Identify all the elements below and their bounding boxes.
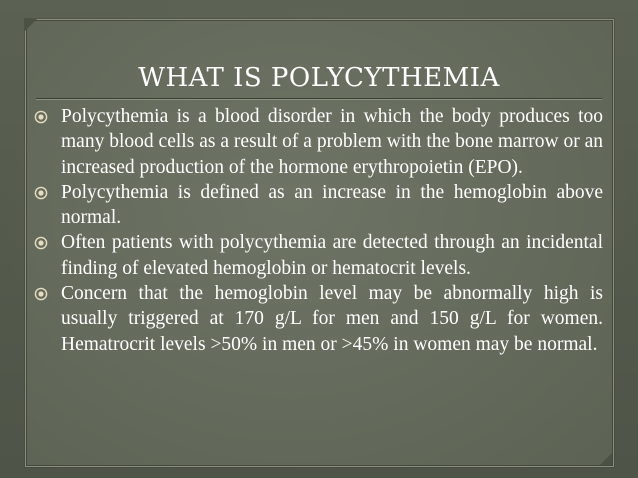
bullet-list (34, 104, 603, 357)
bullet-text: Often patients with polycythemia are detected through an incidental finding of elevated hemoglobin or hematocrit levels. (61, 232, 603, 279)
panel-corner-bottom-right (600, 453, 612, 465)
bullet-item (34, 104, 603, 180)
circled-dot-icon (34, 110, 48, 124)
title-divider (36, 98, 602, 100)
bullet-item (34, 180, 603, 231)
circled-dot-icon (34, 287, 48, 301)
bullet-text: Polycythemia is defined as an increase in the hemoglobin above normal. (61, 181, 603, 229)
bullet-text: Polycythemia is a blood disorder in which the body produces too many blood cells as a result of a problem with the bone marrow or an increased production of the hormone erythropoietin (EPO). (61, 106, 603, 178)
circled-dot-icon (34, 236, 48, 250)
bullet-item (34, 230, 603, 281)
slide-title: WHAT IS POLYCYTHEMIA (138, 63, 500, 93)
bullet-text: Concern that the hemoglobin level may be abnormally high is usually triggered at 170 g/L for men and 150 g/L for women. Hematrocrit levels >50% in men or >45% in women may be normal. (61, 283, 603, 355)
panel-corner-top-left (25, 19, 37, 31)
circled-dot-icon (34, 186, 48, 200)
bullet-item (34, 281, 603, 357)
